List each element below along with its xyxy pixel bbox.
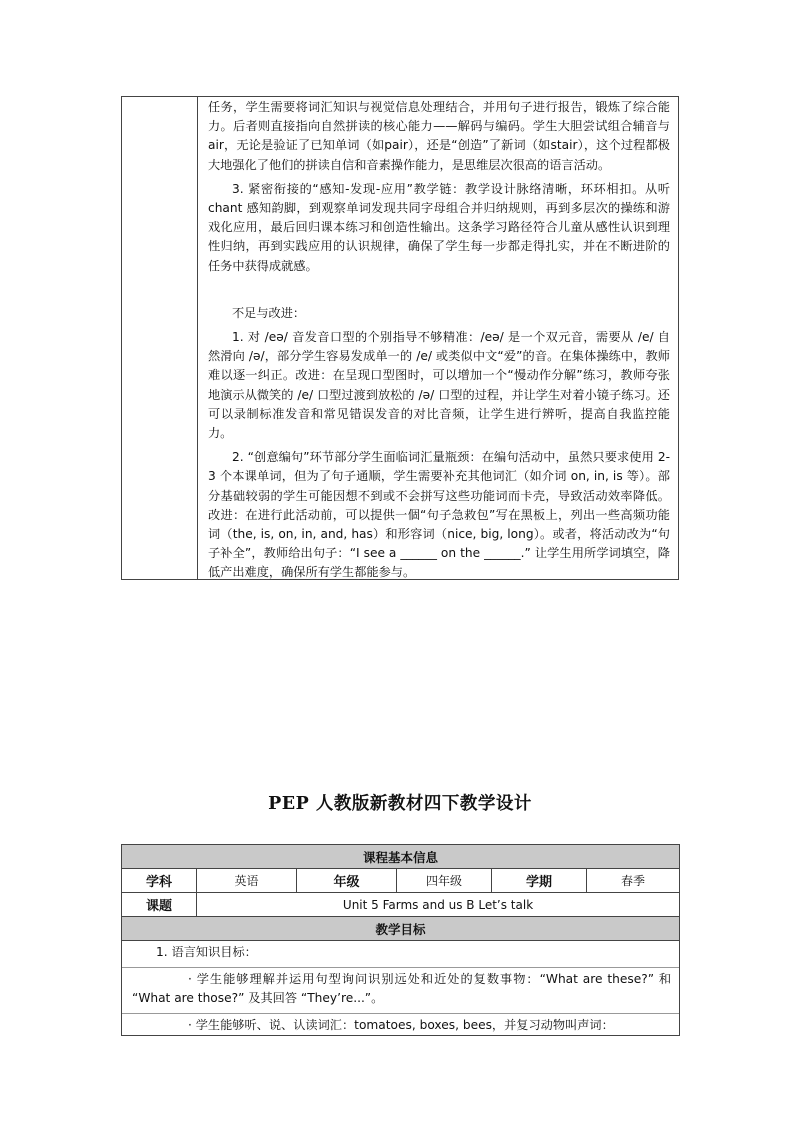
grade-value: 四年级 [397, 869, 492, 893]
reflection-paragraph: 3. 紧密衔接的“感知-发现-应用”教学链：教学设计脉络清晰，环环相扣。从听 chant 感知韵脚，到观察单词发现共同字母组合并归纳规则，再到多层次的操练和游戏化应用，最后回归课本练习和创造性输出。这条学习路径符合儿童从感性认识到理性归纳，再到实践应用的认识规律，确保了学生每一步都走得扎实，并在不断进阶的任务中获得成就感。 [208, 181, 670, 273]
reflection-table-continued [121, 96, 679, 580]
term-label: 学期 [492, 869, 587, 893]
reflection-paragraph: 任务，学生需要将词汇知识与视觉信息处理结合，并用句子进行报告，锻炼了综合能力。后者则直接指向自然拼读的核心能力——解码与编码。学生大胆尝试组合辅音与 air，无论是验证了已知单词（如pair），还是“创造”了新词（如stair），这个过程都极大地强化了他们的拼读自信和音素操作能力，是思维层次很高的语言活动。 [208, 100, 670, 172]
goal-item: · 学生能够理解并运用句型询问识别远处和近处的复数事物：“What are these?” 和 “What are those?” 及其回答 “They’re...”。 [132, 971, 672, 1005]
course-info-header: 课程基本信息 [122, 845, 680, 869]
teaching-goals-content [122, 941, 680, 1036]
divider [122, 967, 679, 968]
teaching-goals-header: 教学目标 [122, 917, 680, 941]
improvement-paragraph: 1. 对 /eə/ 音发音口型的个别指导不够精准：/eə/ 是一个双元音，需要从 /e/ 自然滑向 /ə/，部分学生容易发成单一的 /e/ 或类似中文“爱”的音。在集体操练中，教师难以逐一纠正。改进：在呈现口型图时，可以增加一个“慢动作分解”练习，教师夸张地演示从微笑的 /e/ 口型过渡到放松的 /ə/ 口型的过程，并让学生对着小镜子练习。还可以录制标准发音和常见错误发音的对比音频，让学生进行辨听，提高自我监控能力。 [208, 330, 670, 441]
grade-label: 年级 [297, 869, 397, 893]
course-info-table [121, 844, 680, 1036]
goal-item: · 学生能够听、说、认读词汇：tomatoes, boxes, bees，并复习动物叫声词： [188, 1017, 614, 1032]
topic-label: 课题 [122, 893, 197, 917]
improvement-paragraph: 2. “创意编句”环节部分学生面临词汇量瓶颈：在编句活动中，虽然只要求使用 2-3 个本课单词，但为了句子通顺，学生需要补充其他词汇（如介词 on, in, is 等）。部分基础较弱的学生可能因想不到或不会拼写这些功能词而卡壳，导致活动效率降低。改进：在进行此活动前，可以提供一個“句子急救包”写在黑板上，列出一些高频功能词（the, is, on, in, and, has）和形容词（nice, big, long）。或者，将活动改为“句子补全”，教师给出句子：“I see a ______ on the ______.” 让学生用所学词填空，降低产出难度，确保所有学生都能参与。 [208, 450, 670, 580]
reflection-content-cell [198, 97, 678, 579]
improvement-heading: 不足与改进： [232, 305, 306, 320]
term-value: 春季 [587, 869, 680, 893]
reflection-label-cell [122, 97, 198, 579]
subject-value: 英语 [197, 869, 297, 893]
subject-label: 学科 [122, 869, 197, 893]
document-title: PEP 人教版新教材四下教学设计 [268, 794, 532, 814]
topic-value: Unit 5 Farms and us B Let’s talk [197, 893, 680, 917]
divider [122, 1013, 679, 1014]
goal-heading: 1. 语言知识目标： [156, 945, 257, 959]
